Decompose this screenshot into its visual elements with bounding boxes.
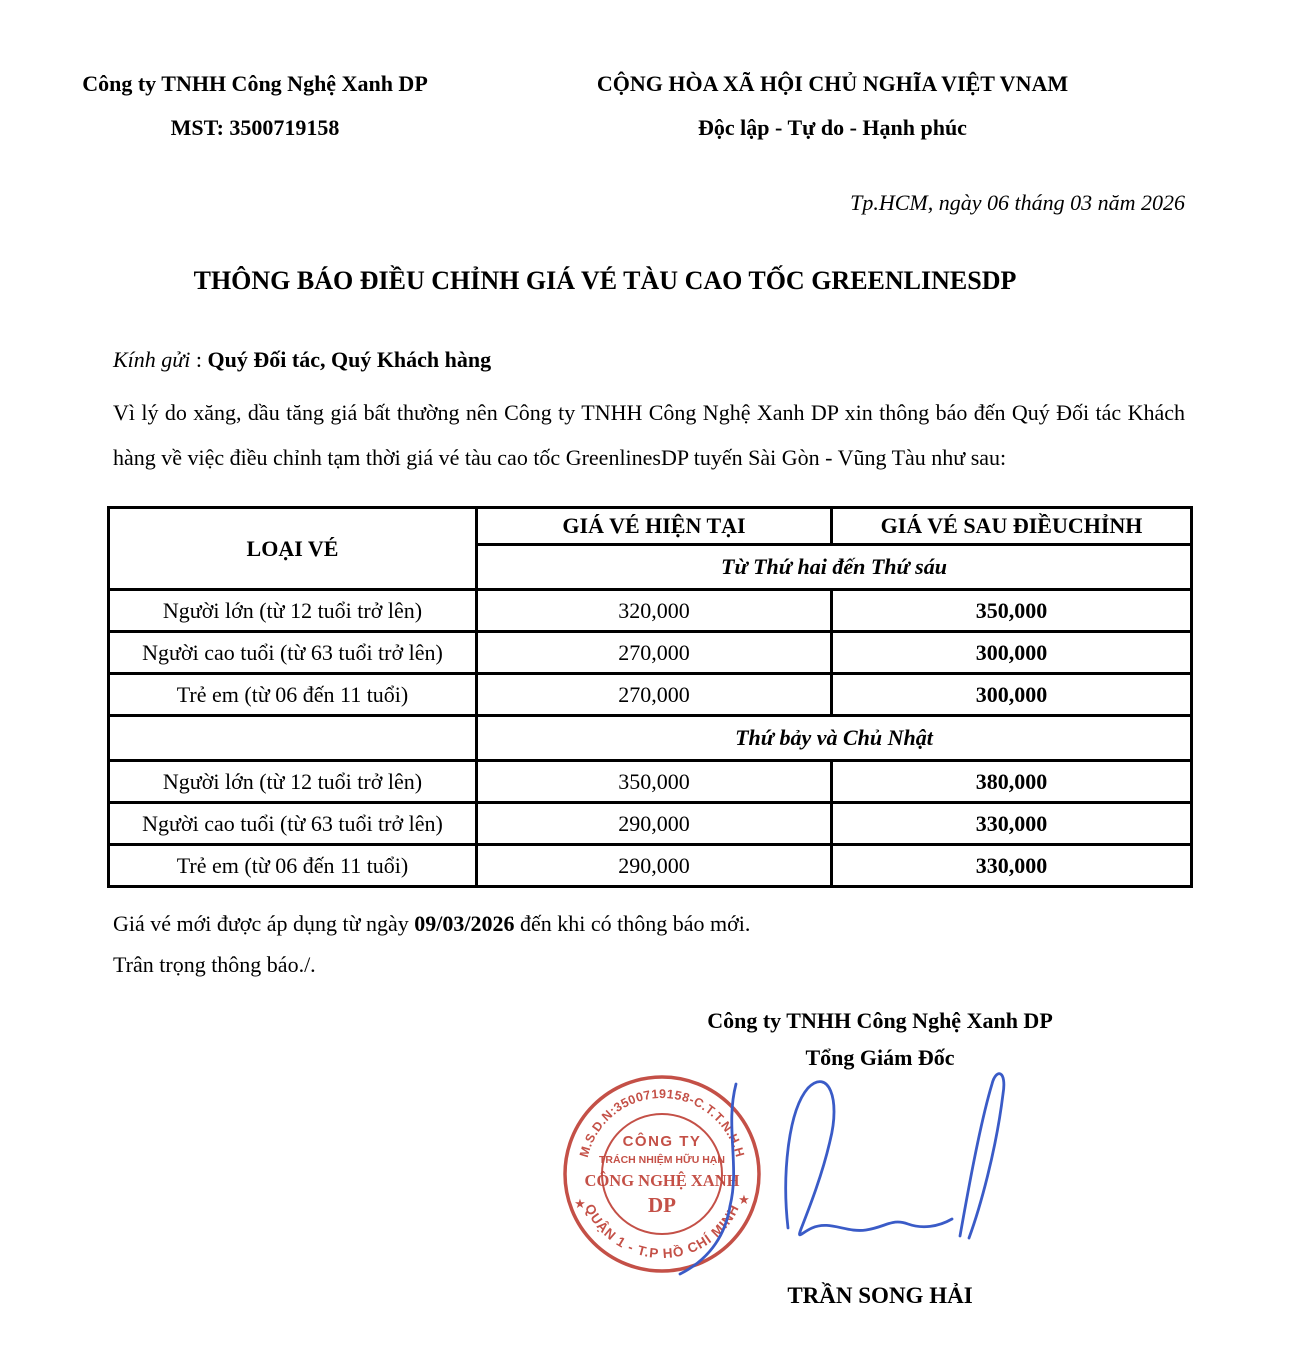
signature-company: Công ty TNHH Công Nghệ Xanh DP (707, 1008, 1053, 1033)
stamp-center-line3: CÔNG NGHỆ XANH (584, 1171, 740, 1190)
signature-position: Tổng Giám Đốc (805, 1045, 955, 1070)
period-label-weekend: Thứ bảy và Chủ Nhật (477, 716, 1192, 761)
stamp-center-line1: CÔNG TY (622, 1133, 702, 1150)
col-header-adjusted-price: GIÁ VÉ SAU ĐIỀUCHỈNH (832, 508, 1192, 545)
stamp-and-signature (540, 1056, 1030, 1306)
body-paragraph: Vì lý do xăng, dầu tăng giá bất thường nên Công ty TNHH Công Nghệ Xanh DP xin thông báo đến Quý Đối tác Khách hàng về việc điều chỉnh tạm thời giá vé tàu cao tốc GreenlinesDP tuyến Sài Gòn - Vũng Tàu như sau: (113, 400, 1185, 470)
signer-name: TRẦN SONG HẢI (787, 1283, 973, 1308)
page-title: THÔNG BÁO ĐIỀU CHỈNH GIÁ VÉ TÀU CAO TỐC GREENLINESDP (193, 266, 1017, 295)
stamp-center-line2: TRÁCH NHIỆM HỮU HẠN (599, 1154, 725, 1166)
col-header-ticket-type: LOẠI VÉ (109, 508, 477, 590)
ticket-type-cell: Trẻ em (từ 06 đến 11 tuổi) (109, 674, 477, 716)
col-header-current-price: GIÁ VÉ HIỆN TẠI (477, 508, 832, 545)
ticket-type-cell: Người cao tuổi (từ 63 tuổi trở lên) (109, 803, 477, 845)
period-label-weekday: Từ Thứ hai đến Thứ sáu (477, 545, 1192, 590)
current-price-cell: 270,000 (477, 632, 832, 674)
stamp-star-left-icon: ★ (574, 1196, 586, 1211)
adjusted-price-cell: 350,000 (832, 590, 1192, 632)
period-row-weekend (109, 716, 1192, 761)
stamp-ring-top-text: M.S.D.N:3500719158-C.T.T.N.H.H (576, 1086, 748, 1159)
current-price-cell: 270,000 (477, 674, 832, 716)
motto-line1: CỘNG HÒA XÃ HỘI CHỦ NGHĨA VIỆT VNAM (596, 71, 1069, 96)
ticket-type-cell: Người lớn (từ 12 tuổi trở lên) (109, 761, 477, 803)
table-row (109, 845, 1192, 887)
adjusted-price-cell: 300,000 (832, 632, 1192, 674)
ticket-type-cell: Người lớn (từ 12 tuổi trở lên) (109, 590, 477, 632)
table-row (109, 803, 1192, 845)
motto-line2: Độc lập - Tự do - Hạnh phúc (698, 115, 967, 140)
effective-note-block (113, 903, 750, 985)
effective-date: 09/03/2026 (414, 911, 515, 936)
table-header-row (109, 508, 1192, 545)
effective-suffix: đến khi có thông báo mới. (514, 911, 751, 936)
table-row (109, 632, 1192, 674)
date-line: Tp.HCM, ngày 06 tháng 03 năm 2026 (850, 190, 1185, 215)
greeting-line (113, 347, 491, 373)
empty-cell (109, 716, 477, 761)
price-table (107, 506, 1193, 888)
closing-line: Trân trọng thông báo./. (113, 952, 316, 977)
current-price-cell: 290,000 (477, 845, 832, 887)
effective-date-line (113, 903, 750, 944)
adjusted-price-cell: 330,000 (832, 803, 1192, 845)
stamp-ring-bottom-text: QUẬN 1 - T.P HỒ CHÍ MINH (581, 1201, 743, 1262)
ticket-type-cell: Trẻ em (từ 06 đến 11 tuổi) (109, 845, 477, 887)
current-price-cell: 350,000 (477, 761, 832, 803)
stamp-star-right-icon: ★ (738, 1192, 750, 1207)
header-company-block (60, 62, 450, 150)
adjusted-price-cell: 380,000 (832, 761, 1192, 803)
table-row (109, 674, 1192, 716)
stamp-center-line4: DP (648, 1193, 676, 1217)
ticket-type-cell: Người cao tuổi (từ 63 tuổi trở lên) (109, 632, 477, 674)
table-row (109, 761, 1192, 803)
adjusted-price-cell: 300,000 (832, 674, 1192, 716)
table-row (109, 590, 1192, 632)
adjusted-price-cell: 330,000 (832, 845, 1192, 887)
current-price-cell: 290,000 (477, 803, 832, 845)
company-tax-id: MST: 3500719158 (170, 115, 340, 140)
company-name: Công ty TNHH Công Nghệ Xanh DP (82, 71, 428, 96)
greeting-separator: : (190, 347, 208, 372)
greeting-label: Kính gửi (113, 347, 191, 372)
greeting-recipients: Quý Đối tác, Quý Khách hàng (207, 347, 492, 372)
current-price-cell: 320,000 (477, 590, 832, 632)
header-motto-block (565, 62, 1100, 150)
effective-prefix: Giá vé mới được áp dụng từ ngày (113, 911, 415, 936)
